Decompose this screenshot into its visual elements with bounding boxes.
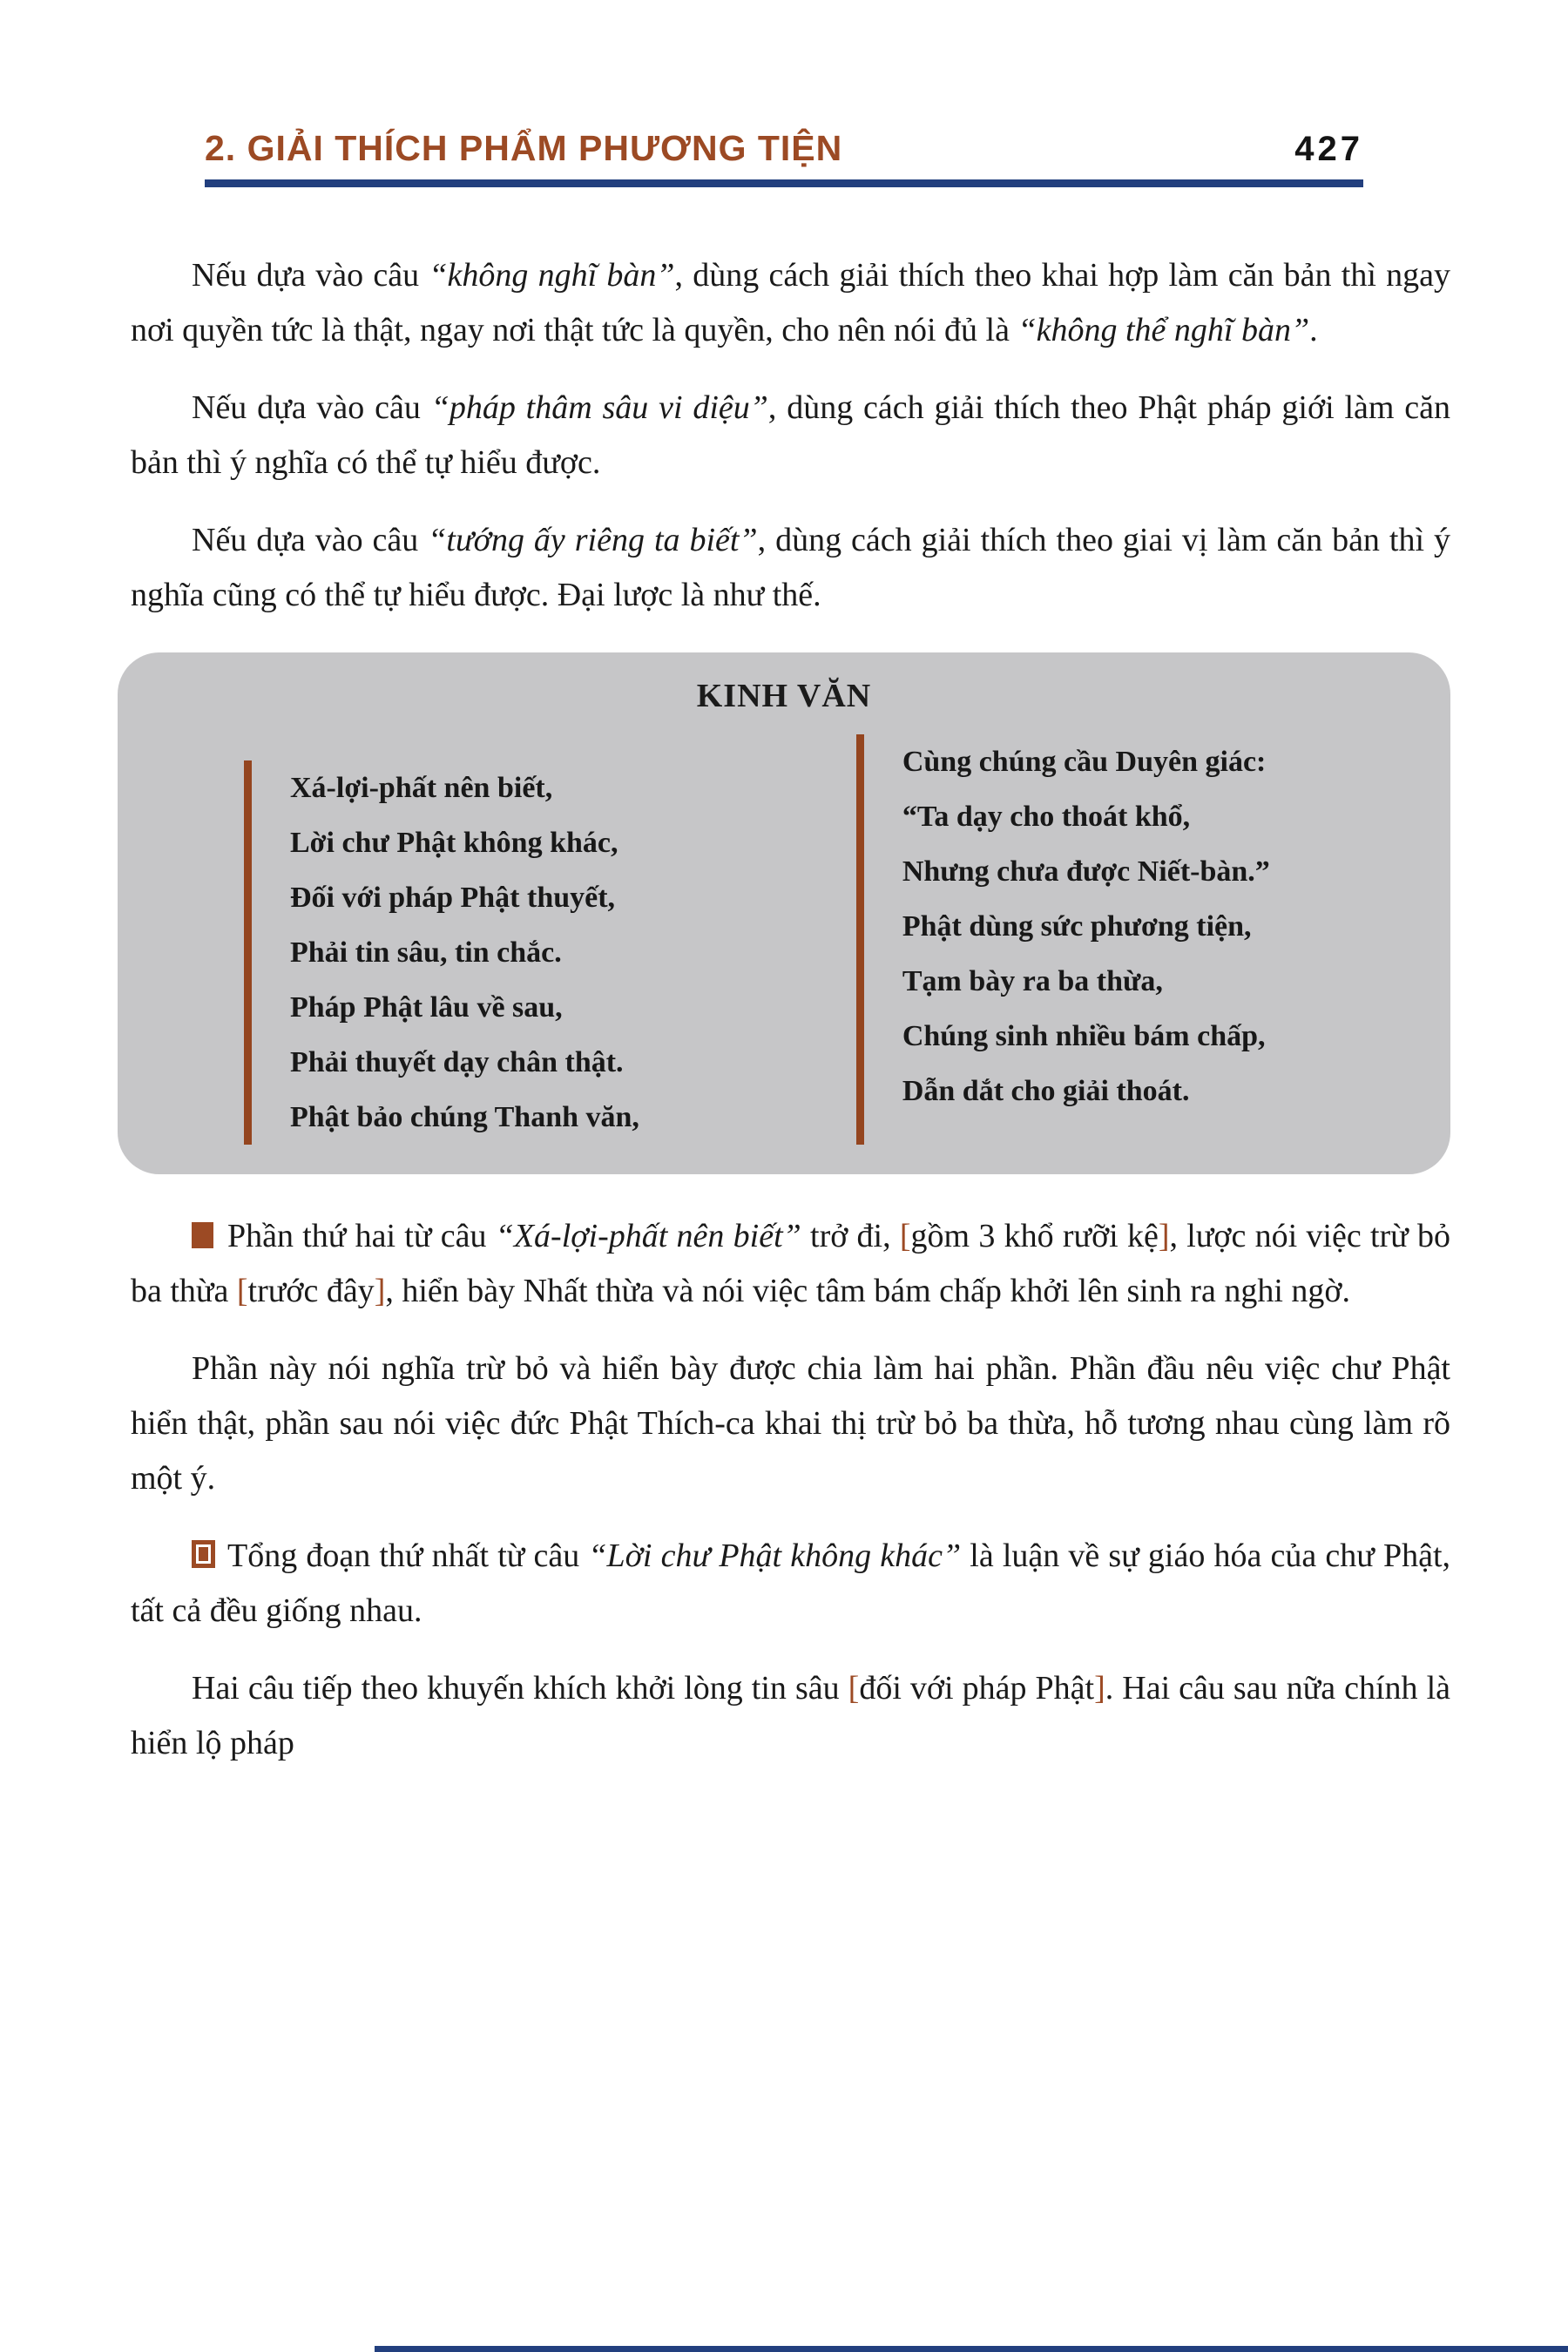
text-segment: “tướng ấy riêng ta biết” (428, 522, 758, 559)
bottom-edge-bar (375, 2346, 1568, 2352)
paragraph-1 (131, 248, 1450, 358)
paragraph-6 (131, 1529, 1450, 1639)
header-row (205, 129, 1363, 168)
text-segment: ] (1094, 1670, 1105, 1707)
text-segment: Hai câu tiếp theo khuyến khích khởi lòng tin sâu (192, 1670, 848, 1707)
verse-line: Lời chư Phật không khác, (290, 827, 618, 860)
text-segment: “Xá-lợi-phất nên biết” (495, 1218, 801, 1255)
page-number: 427 (1294, 130, 1363, 169)
verse-line: “Ta dạy cho thoát khổ, (902, 801, 1191, 834)
verse-line: Tạm bày ra ba thừa, (902, 965, 1163, 998)
chapter-title: 2. GIẢI THÍCH PHẨM PHƯƠNG TIỆN (205, 128, 843, 168)
verse-line: Phải tin sâu, tin chắc. (290, 936, 562, 970)
paragraph-2 (131, 381, 1450, 490)
text-segment: là luận về sự giáo hóa của chư Phật, tất cả đều giống nhau. (131, 1538, 1451, 1630)
verse-line: Xá-lợi-phất nên biết, (290, 772, 553, 805)
text-segment: Phần này nói nghĩa trừ bỏ và hiển bày được chia làm hai phần. Phần đầu nêu việc chư Phật hiển thật, phần sau nói việc đức Phật Thích-ca khai thị trừ bỏ ba thừa, hỗ tương nhau cùng làm rõ một ý. (131, 1350, 1450, 1497)
text-segment: “không nghĩ bàn” (429, 257, 675, 294)
text-segment: “pháp thâm sâu vi diệu” (430, 389, 768, 427)
text-segment: [ (848, 1670, 860, 1707)
text-segment: ] (1158, 1218, 1170, 1255)
text-segment: Nếu dựa vào câu (192, 389, 431, 427)
kinh-van-title: KINH VĂN (696, 678, 872, 715)
text-segment: trở đi, (801, 1218, 900, 1255)
paragraph-3 (131, 513, 1450, 623)
outlined-square-bullet-icon (192, 1540, 215, 1568)
text-segment: Phần thứ hai từ câu (227, 1218, 496, 1255)
verse-column-left (244, 760, 804, 1145)
paragraph-6-text (131, 1538, 1450, 1629)
paragraph-4 (131, 1209, 1450, 1319)
text-segment: gồm 3 khổ rưỡi kệ (910, 1218, 1159, 1255)
verse-line: Phật dùng sức phương tiện, (902, 910, 1252, 943)
verse-line: Cùng chúng cầu Duyên giác: (902, 746, 1267, 779)
paragraph-5 (131, 1342, 1450, 1506)
verse-columns (118, 734, 1450, 1145)
text-segment: Nếu dựa vào câu (192, 522, 429, 559)
text-segment: , dùng cách giải thích theo khai hợp làm căn bản thì ngay nơi quyền tức là thật, ngay nơi thật tức là quyền, cho nên nói đủ là (131, 257, 1450, 349)
header-rule (205, 179, 1363, 187)
kinh-van-box (118, 652, 1450, 1174)
text-segment: đối với pháp Phật (859, 1670, 1095, 1707)
verse-line: Nhưng chưa được Niết-bàn.” (902, 855, 1270, 889)
verse-column-right (856, 734, 1450, 1145)
text-segment: “Lời chư Phật không khác” (588, 1538, 962, 1575)
verse-line: Đối với pháp Phật thuyết, (290, 882, 616, 915)
text-segment: [ (899, 1218, 911, 1255)
text-segment: Nếu dựa vào câu (192, 257, 429, 294)
text-segment: . (1309, 312, 1318, 349)
text-segment: , hiển bày Nhất thừa và nói việc tâm bám chấp khởi lên sinh ra nghi ngờ. (385, 1273, 1350, 1310)
page-header (205, 129, 1363, 187)
text-segment: ] (374, 1273, 386, 1310)
text-segment: . Hai câu sau nữa chính là hiển lộ pháp (131, 1670, 1451, 1762)
page-body (131, 248, 1450, 1771)
paragraph-4-text (131, 1218, 1450, 1309)
verse-line: Phật bảo chúng Thanh văn, (290, 1101, 639, 1134)
text-segment: Tổng đoạn thứ nhất từ câu (227, 1538, 589, 1575)
text-segment: , dùng cách giải thích theo Phật pháp giới làm căn bản thì ý nghĩa có thể tự hiểu được. (131, 389, 1451, 482)
paragraph-7 (131, 1661, 1450, 1771)
verse-line: Phải thuyết dạy chân thật. (290, 1046, 624, 1079)
filled-square-bullet-icon (192, 1222, 213, 1248)
text-segment: trước đây (247, 1273, 375, 1310)
verse-line: Chúng sinh nhiều bám chấp, (902, 1020, 1266, 1053)
text-segment: , lược nói việc trừ bỏ ba thừa (131, 1218, 1450, 1310)
verse-line: Pháp Phật lâu về sau, (290, 991, 563, 1024)
text-segment: , dùng cách giải thích theo giai vị làm căn bản thì ý nghĩa cũng có thể tự hiểu được. Đại lược là như thế. (131, 522, 1450, 614)
text-segment: [ (236, 1273, 248, 1310)
verse-line: Dẫn dắt cho giải thoát. (902, 1075, 1190, 1108)
text-segment: “không thể nghĩ bàn” (1017, 312, 1310, 349)
